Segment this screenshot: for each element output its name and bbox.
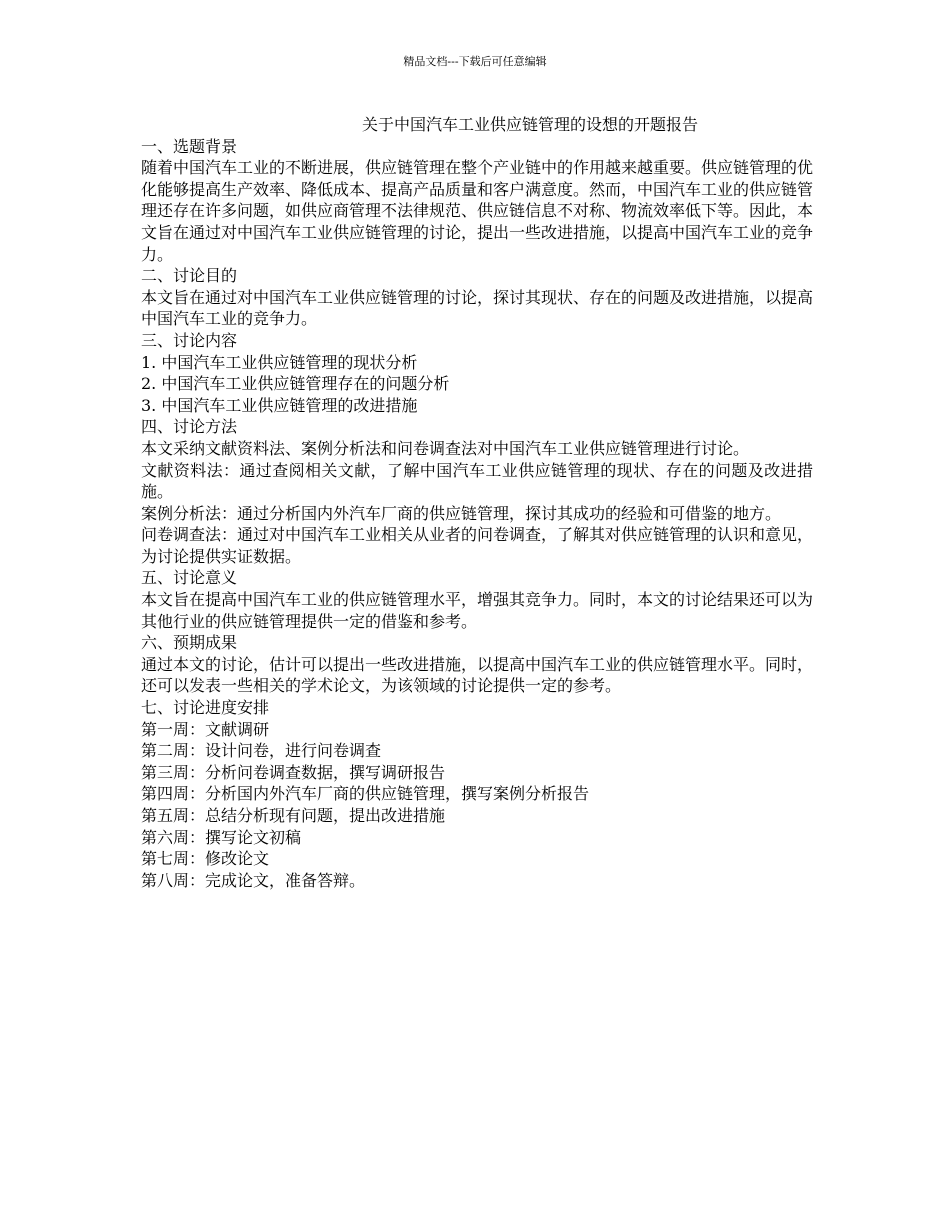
paragraph-outcomes: 通过本文的讨论，估计可以提出一些改进措施，以提高中国汽车工业的供应链管理水平。同时，还可以发表一些相关的学术论文，为该领域的讨论提供一定的参考。 <box>141 654 814 696</box>
section-heading-schedule: 七、讨论进度安排 <box>141 698 270 718</box>
paragraph-method-survey: 问卷调查法：通过对中国汽车工业相关从业者的问卷调查，了解其对供应链管理的认识和意见，为讨论提供实证数据。 <box>141 525 814 566</box>
paragraph-method-case: 案例分析法：通过分析国内外汽车厂商的供应链管理，探讨其成功的经验和可借鉴的地方。 <box>141 503 782 523</box>
section-heading-background: 一、选题背景 <box>141 136 238 156</box>
schedule-item: 第八周：完成论文，准备答辩。 <box>141 870 366 890</box>
paragraph-background: 随着中国汽车工业的不断进展，供应链管理在整个产业链中的作用越来越重要。供应链管理的优化能够提高生产效率、降低成本、提高产品质量和客户满意度。然而，中国汽车工业的供应链管理还存在许多问题，如供应商管理不法律规范、供应链信息不对称、物流效率低下等。因此，本文旨在通过对中国汽车工业供应链管理的讨论，提出一些改进措施，以提高中国汽车工业的竞争力。 <box>141 158 814 264</box>
document-title: 关于中国汽车工业供应链管理的设想的开题报告 <box>362 115 699 134</box>
schedule-item: 第五周：总结分析现有问题，提出改进措施 <box>141 806 446 825</box>
schedule-item: 第四周：分析国内外汽车厂商的供应链管理，撰写案例分析报告 <box>141 784 590 804</box>
schedule-item: 第六周：撰写论文初稿 <box>141 827 302 847</box>
page-header: 精品文档---下载后可任意编辑 <box>403 55 547 68</box>
document-body <box>141 114 813 891</box>
section-heading-outcomes: 六、预期成果 <box>141 633 238 653</box>
section-heading-method: 四、讨论方法 <box>141 417 238 437</box>
section-heading-purpose: 二、讨论目的 <box>141 266 238 286</box>
paragraph-method-literature: 文献资料法：通过查阅相关文献，了解中国汽车工业供应链管理的现状、存在的问题及改进措施。 <box>141 460 813 502</box>
list-item: 3. 中国汽车工业供应链管理的改进措施 <box>141 395 418 415</box>
paragraph-significance: 本文旨在提高中国汽车工业的供应链管理水平，增强其竞争力。同时，本文的讨论结果还可以为其他行业的供应链管理提供一定的借鉴和参考。 <box>141 590 814 631</box>
list-item: 1. 中国汽车工业供应链管理的现状分析 <box>141 352 418 372</box>
section-heading-content: 三、讨论内容 <box>141 330 238 350</box>
paragraph-purpose: 本文旨在通过对中国汽车工业供应链管理的讨论，探讨其现状、存在的问题及改进措施，以提高中国汽车工业的竞争力。 <box>141 287 814 329</box>
paragraph-method-overview: 本文采纳文献资料法、案例分析法和问卷调查法对中国汽车工业供应链管理进行讨论。 <box>141 438 750 458</box>
list-item: 2. 中国汽车工业供应链管理存在的问题分析 <box>141 374 450 394</box>
schedule-item: 第七周：修改论文 <box>141 849 270 869</box>
schedule-item: 第一周：文献调研 <box>141 719 270 739</box>
section-heading-significance: 五、讨论意义 <box>141 568 238 588</box>
schedule-item: 第二周：设计问卷，进行问卷调查 <box>141 741 382 761</box>
schedule-item: 第三周：分析问卷调查数据，撰写调研报告 <box>141 762 446 782</box>
